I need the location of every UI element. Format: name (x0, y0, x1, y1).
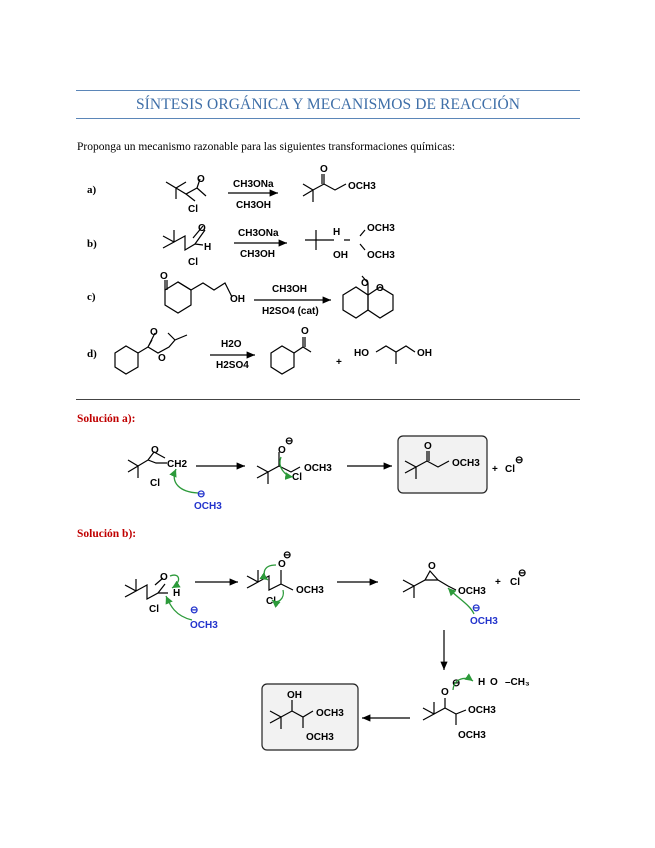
solution-a-heading: Solución a): (77, 413, 136, 425)
epoxide-o-atom: O (197, 174, 205, 185)
product-b-och3-bottom: OCH3 (367, 250, 395, 261)
product-och3: OCH3 (348, 181, 376, 192)
sol-a-epoxide-o: O (151, 445, 159, 456)
problem-d-reagent-bottom: H2SO4 (216, 360, 249, 371)
solution-a-scheme (128, 436, 523, 512)
sol-b-plus: + (495, 577, 501, 588)
problem-d-label: d) (87, 348, 97, 360)
problem-a-reagent-top: CH3ONa (233, 179, 274, 190)
problem-b (87, 223, 395, 268)
sol-a-int-och3: OCH3 (304, 463, 332, 474)
problem-a-product (303, 164, 376, 202)
sol-a-int-charge: ⊖ (285, 436, 294, 447)
sol-a-minus-charge: ⊖ (197, 489, 206, 500)
problem-c-reactant (160, 271, 245, 313)
benzaldehyde-o-atom: O (301, 326, 309, 337)
diol-oh: OH (417, 348, 432, 359)
sol-b-epox-och3: OCH3 (458, 586, 486, 597)
product-b-h: H (333, 227, 341, 238)
problem-c (87, 271, 393, 318)
sol-b-alk-och3-2: OCH3 (458, 730, 486, 741)
sol-b-methanol-ch3: –CH₃ (505, 677, 530, 688)
problem-c-product (343, 276, 393, 318)
sol-b-prod-och3-2: OCH3 (306, 732, 334, 743)
sol-b-chloride-charge: ⊖ (518, 568, 527, 579)
problem-a-label: a) (87, 184, 97, 196)
sol-a-cl: Cl (150, 478, 160, 489)
sol-b-prod-och3-1: OCH3 (316, 708, 344, 719)
problem-b-reactant (163, 223, 211, 268)
sol-b-minus-2: ⊖ (472, 603, 481, 614)
problem-a (87, 164, 376, 215)
page-title: SÍNTESIS ORGÁNICA Y MECANISMOS DE REACCIÓN (76, 90, 580, 119)
sol-a-chloride: Cl (505, 464, 515, 475)
sol-b-methoxide: OCH3 (190, 620, 218, 631)
sol-b-cl: Cl (149, 604, 159, 615)
sol-b-o: O (160, 572, 168, 583)
problem-b-reagent-top: CH3ONa (238, 228, 279, 239)
problem-a-reagent-bottom: CH3OH (236, 200, 272, 211)
sol-b-minus: ⊖ (190, 605, 199, 616)
sol-a-int-cl: Cl (292, 472, 302, 483)
sol-a-int-o: O (278, 445, 286, 456)
plus-sign-d: + (336, 357, 342, 368)
problem-a-reactant (166, 174, 206, 215)
chloro-atom: Cl (188, 204, 198, 215)
solution-b-scheme (125, 550, 530, 750)
problem-c-label: c) (87, 291, 96, 303)
problem-c-reagent-top: CH3OH (272, 284, 308, 295)
sol-b-alkoxide-charge: ⊖ (452, 678, 461, 689)
sol-b-prod-oh: OH (287, 690, 302, 701)
ketal-o-atom-top: O (361, 278, 369, 289)
ketal-o-atom-ring: O (376, 283, 384, 294)
sol-b-h: H (173, 588, 181, 599)
sol-b-methoxide-2: OCH3 (470, 616, 498, 627)
problem-d-reactant (115, 327, 187, 374)
hydroxyl-oh: OH (230, 294, 245, 305)
problem-b-product (305, 223, 395, 261)
acetal-o-atom-1: O (150, 327, 158, 338)
sol-b-int1-cl: Cl (266, 596, 276, 607)
acetal-o-atom-2: O (158, 353, 166, 364)
sol-b-methanol-o: O (490, 677, 498, 688)
intro-text: Proponga un mecanismo razonable para las siguientes transformaciones químicas: (77, 141, 456, 153)
sol-b-epox-o: O (428, 561, 436, 572)
problem-d-reagent-top: H2O (221, 339, 242, 350)
cyclohexanone-o-atom: O (160, 271, 168, 282)
diol-ho: HO (354, 348, 369, 359)
sol-b-int1-o: O (278, 559, 286, 570)
sol-a-plus: + (492, 464, 498, 475)
sol-b-chloride: Cl (510, 577, 520, 588)
solution-b-heading: Solución b): (77, 528, 137, 540)
sol-a-ch2: CH2 (167, 459, 188, 470)
problem-d (87, 326, 432, 374)
sol-a-chloride-charge: ⊖ (515, 455, 524, 466)
product-b-och3-top: OCH3 (367, 223, 395, 234)
problem-c-reagent-bottom: H2SO4 (cat) (262, 306, 319, 317)
sol-b-alk-och3-1: OCH3 (468, 705, 496, 716)
sol-a-methoxide: OCH3 (194, 501, 222, 512)
sol-b-int1-charge: ⊖ (283, 550, 292, 561)
problem-b-label: b) (87, 238, 97, 250)
aldehyde-o-atom: O (198, 223, 206, 234)
sol-a-prod-o: O (424, 441, 432, 452)
sol-b-alkoxide-o: O (441, 687, 449, 698)
product-b-oh: OH (333, 250, 348, 261)
ketone-o-atom: O (320, 164, 328, 175)
problem-d-product-diol (354, 346, 432, 364)
chloro-atom-b: Cl (188, 257, 198, 268)
sol-b-methanol-h: H (478, 677, 486, 688)
problem-b-reagent-bottom: CH3OH (240, 249, 276, 260)
sol-b-int1-och3: OCH3 (296, 585, 324, 596)
problem-d-product-benzaldehyde (271, 326, 311, 374)
aldehyde-h-atom: H (204, 242, 212, 253)
sol-a-prod-och3: OCH3 (452, 458, 480, 469)
